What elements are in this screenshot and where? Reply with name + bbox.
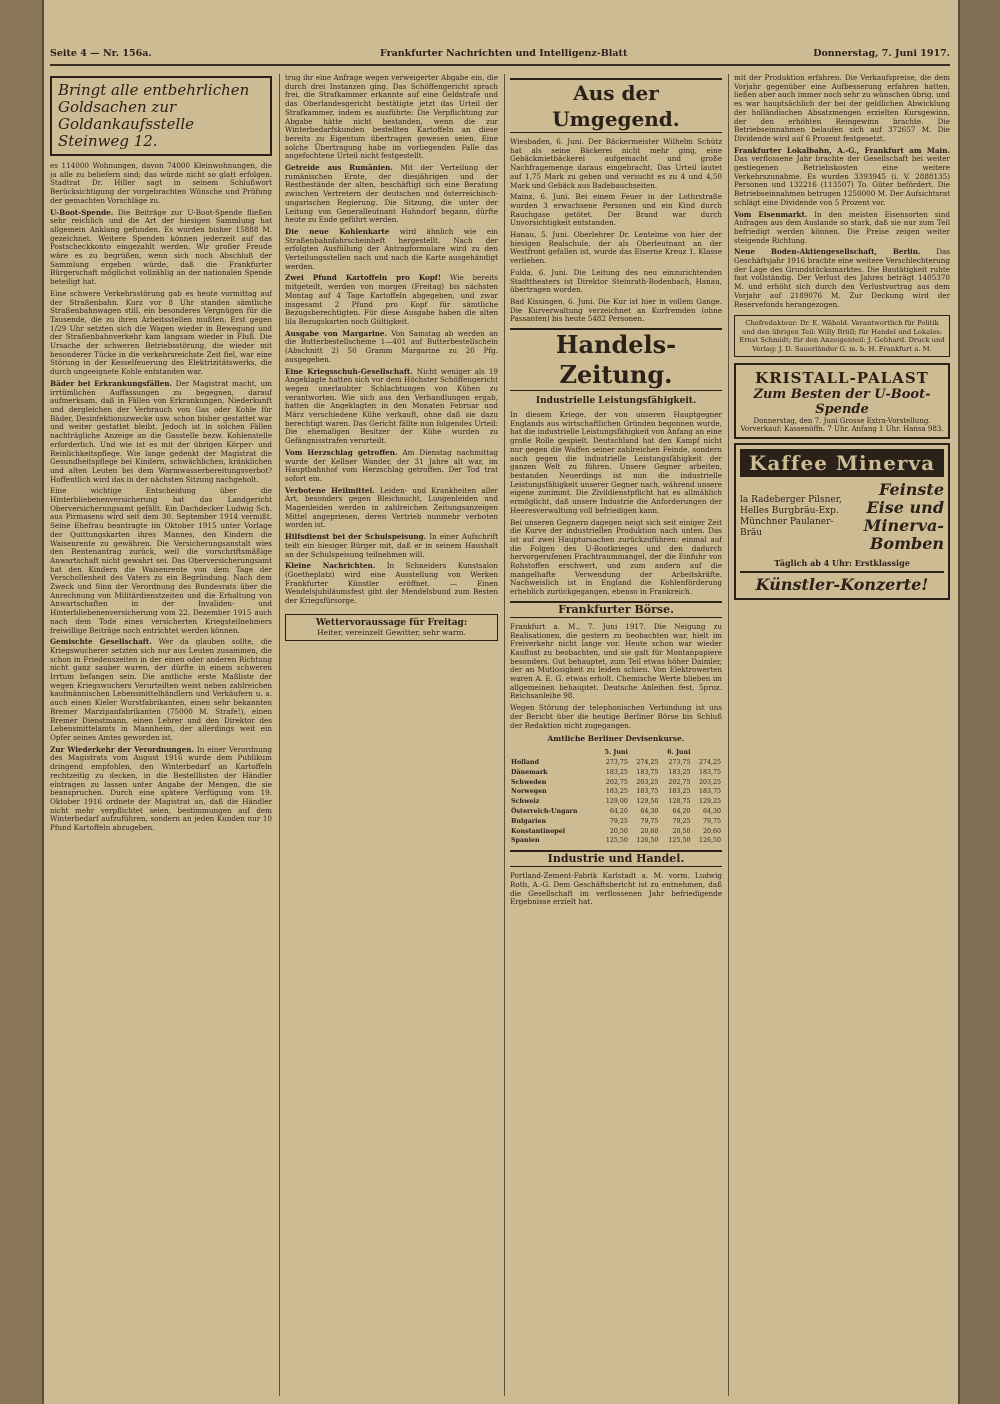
article [50,380,272,484]
table-row [510,787,722,797]
article-text: In einer Verordnung des Magistrats vom August 1916 wurde dem Publikum dringend empfohlen, den Winterbedarf an Kartoffeln rechtzeitig zu decken, in die Bestelllisten der Händler eintragen zu lassen unter Angabe der Mengen, die sie beanspruchen. Durch eine spätere Verfügung vom 19. Oktober 1916 ordnete der Magistrat an, daß die Händler nicht mehr verpflichtet seien, bestimmungen auf dem Winterbedarf aufzuführen, sondern an jeden Kunden nur 10 Pfund Kartoffeln abzugeben. [50,744,272,833]
table-header [691,748,722,758]
table-row [510,797,722,807]
article [734,147,950,208]
article-kicker: Zur Wiederkehr der Verordnungen. [50,744,194,754]
currency-name: Schweden [511,778,547,786]
article-text: Bei unseren Gegnern dagegen neigt sich seit einiger Zeit die Kurve der industriellen Produktion nach unten. Das ist auf zwei Hauptursachen zurückzuführen: einmal auf die Folgen des U-Bootkrieges und den dadurch hervorgerufenen Frachtraummangel, der die Einfuhr von Rohstoffen erschwert, und zum andern auf die mangelhafte Verwendung der Arbeitskräfte. Nachweislich ist in England die Kohlenförderung erheblich zurückgegangen, ebenso in Frankreich. [510,517,722,597]
rate-value: 129,25 [698,798,721,806]
article-text: In den meisten Eisensorten sind Anfragen aus dem Auslande so stark, daß sie nur zum Teil befriedigt werden können. Die Preise zeigen weiter steigende Richtung. [734,209,950,245]
column-rule [504,74,505,1396]
rate-value: 203,25 [636,778,659,786]
currency-name: Schweiz [511,798,540,806]
article-text: In diesem Kriege, der von unseren Hauptgegner Englands aus wirtschaftlichen Gründen begonnen wurde, hat die industrielle Leistungsfähigkeit von Anfang an eine große Rolle gespielt. Deutschland hat den Kampf nicht nur gegen die Waffen seiner zahlreichen Feinde, sondern auch gegen die industrielle Leistungsfähigkeit der ganzen Welt zu führen. Unsere Gegner arbeiten, bestanden Neuerdings ist nun die industrielle Leistungsfähigkeit unserer Gegner nach, während unsere eigene zunimmt. Die Zivildienstpflicht hat es allmählich ermöglicht, daß unsere Industrie die Anforderungen der Heeresverwaltung voll befriedigen kann. [510,410,722,515]
column-rule [279,74,280,1396]
article-text: Hanau, 5. Juni. Oberlehrer Dr. Lentelme von hier der hiesigen Realschule, der als Oberleutnant an der Westfront gefallen ist, wurde das Eiserne Kreuz 1. Klasse verliehen. [510,230,722,266]
article-text: Am Dienstag nachmittag wurde der Kellner Wander, der 31 Jahre alt war, im Hauptbahnhof vom Herzschlag getroffen. Der Tod trat sofort ein. [285,447,498,483]
article-text: Von Samstag ab werden an die Butterbestellscheine 1—401 auf Butterbestellschein (Abschnitt 2) 50 Gramm Margarine zu 20 Pfg. ausgegeben. [285,328,498,364]
article-kicker: Vom Herzschlag getroffen. [285,447,398,457]
ad-text: Täglich ab 4 Uhr: Erstklassige [774,558,910,569]
article [50,209,272,287]
table-header [629,748,660,758]
rate-value: 20,50 [672,827,691,835]
rate-value: 183,25 [605,788,628,796]
rate-value: 129,50 [636,798,659,806]
article-kicker: Vom Eisenmarkt. [734,209,808,219]
article [50,746,272,833]
rate-value: 202,75 [668,778,691,786]
kristall-palast-ad [734,363,950,439]
table-header: 6. Juni [667,749,691,757]
rate-value: 183,75 [698,768,721,776]
article-text: Fulda, 6. Juni. Die Leitung des neu einzurichtenden Stadttheaters ist Direktor Steinrath-Bodenbach, Hanau, übertragen worden. [510,267,722,295]
rate-value: 64,20 [609,808,628,816]
article-kicker: Ausgabe von Margarine. [285,328,388,338]
rate-value: 183,75 [636,788,659,796]
column-4 [734,74,950,1396]
article-kicker: Bäder bei Erkrankungsfällen. [50,378,173,388]
currency-name: Bulgarien [511,817,547,825]
rate-value: 183,25 [668,788,691,796]
masthead: Frankfurter Nachrichten und Intelligenz-Blatt [380,48,628,59]
rate-value: 126,50 [698,837,721,845]
rate-value: 126,50 [636,837,659,845]
currency-name: Norwegen [511,788,547,796]
article-kicker: Eine Kriegsschuh-Gesellschaft. [285,366,413,376]
article [285,487,498,531]
article-text: wird ähnlich wie ein Straßenbahnfahrscheinheft hergestellt. Nach der erfolgten Ausfüllung der Antragformulare wird zu den Verteilungsstellen nach und nach die Karte ausgehändigt werden. [285,226,498,271]
rate-value: 64,30 [640,808,659,816]
page-sheet [50,46,950,1396]
article-text: Bad Kissingen, 6. Juni. Die Kur ist hier in vollem Gange. Die Kurverwaltung verzeichnet an Kurfremden (ohne Passanten) bis heute 5482 Personen. [510,296,722,324]
article-kicker: U-Boot-Spende. [50,207,114,217]
column-rule [728,74,729,1396]
rate-value: 125,50 [668,837,691,845]
table-row [510,836,722,846]
header-rule [50,64,950,66]
rate-value: 79,25 [609,817,628,825]
rate-value: 128,75 [668,798,691,806]
weather-text: Heiter, vereinzelt Gewitter, sehr warm. [317,627,466,637]
article-text: In Schneiders Kunstsalon (Goetheplatz) wird eine Ausstellung von Werken Frankfurter Künstler eröffnet. — Einen Wendelsjubiläumsfest gibt der Mendelsbund zum Besten der Kriegsfürsorge. [285,561,498,606]
section-title-region: Aus der Umgegend. [510,78,722,133]
article-text: Wegen Störung der telephonischen Verbindung ist uns der Bericht über die heutige Berliner Börse bis Schluß der Redaktion nicht zugegangen. [510,703,722,730]
weather-forecast [285,614,498,641]
table-row [510,778,722,788]
ad-text: Vorverkauf: Kassenöffn. 7 Uhr. Anfang 1 Uhr. Hansa 983. [740,425,944,434]
article-text: Portland-Zement-Fabrik Karlstadt a. M. vorm. Ludwig Roth, A.-G. Dem Geschäftsbericht ist zu entnehmen, daß die Gesellschaft im verflossenen Jahr befriedigende Ergebnisse erzielt hat. [510,871,722,907]
article-text: Die Beiträge zur U-Boot-Spende fließen sehr reichlich und die Art der hiesigen Sammlung hat allgemein Anklang gefunden. Es wurden bisher 15888 M. gezeichnet. Weitere Spenden können jederzeit auf das Postscheckkonto eingezahlt werden. Wir großer Freude wäre es zu begrüßen, wenn sich noch Abschluß der Sammlung ergeben würde, daß die Frankfurter Bürgerschaft möglichst vollzählig an der nationalen Spende beteiligt hat. [50,207,272,287]
table-header [510,748,597,758]
column-3 [510,74,722,1396]
section-title-industry: Industrie und Handel. [510,850,722,867]
table-row [510,758,722,768]
article [734,211,950,246]
article-text: Der Magistrat macht, um irrtümlichen Auffassungen zu begegnen, darauf aufmerksam, daß in Fällen von Erkrankungen, Niederkunft und dergleichen der Verbrauch von Gas oder Kohle für Bäder, Desinfektionszwecke usw. schon bisher gestattet war und weiter gestattet bleibt. Jedoch ist in solchen Fällen nachträgliche Anzeige an die Gasstelle bezw. Kohlenstelle erforderlich. Und wie ist es mit der übrigen Körper- und Reinlichkeitspflege. Wie lange gedenkt der Magistrat die Gesundheitspflege bei Kindern, schwächlichen, kränklichen und alten Leuten bei dem Warmwasserbereitungsverbot? Hoffentlich wird das in der nächsten Sitzung nachgeholt. [50,378,272,484]
rate-value: 20,50 [609,827,628,835]
article-text: Das Geschäftsjahr 1916 brachte eine weitere Verschlechterung der Lage des Grundstücksmarktes. Die Bautätigkeit ruhte fast vollständig. Der Verlust des Jahres beträgt 1405370 M. und erhöht sich durch den Verlustvortrag aus dem Vorjahr auf 2189076 M. Zur Deckung wird der Reservefonds herangezogen. [734,247,950,309]
table-row [510,768,722,778]
article-text: Das verflossene Jahr brachte der Gesellschaft bei weiter gestiegenen Betriebskosten eine weitere Verkehrszunahme. Es wurden 3393945 (i. V. 2888135) Personen und 132216 (113507) To. Güter befördert. Die Betriebseinnahmen betrugen 1250000 M. Der Aufsichtsrat schlägt eine Dividende von 5 Prozent vor. [734,154,950,207]
article-kicker: Neue Boden-Aktiengesellschaft, Berlin. [734,247,921,257]
article [285,228,498,272]
ad-text: la Radeberger Pilsner, Helles Burgbräu-Exp. Münchner Paulaner-Bräu [740,495,842,539]
article-text: Wiesbaden, 6. Juni. Der Bäckermeister Wilhelm Schütz hat als seine Bäckerei nicht mehr ging, eine Gebäckmietbäckerei aufgemacht und große Nachfragemenge daraus eingebracht. Das Urteil lautet auf 1,75 Mark zu geben und versucht es zu 4 und 4,50 Mark und Gebäck aus Badebauchseiten. [510,137,722,190]
ad-text: Feinste Eise und Minerva-Bomben [863,480,944,554]
rate-value: 64,20 [672,808,691,816]
article-text: trug ihr eine Anfrage wegen verweigerter Abgabe ein, die durch drei Instanzen ging. Das Schöffengericht sprach frei, die Strafkammer erkannte auf eine Geldstrafe und das Oberlandesgericht bestätigte jetzt das Urteil der Strafkammer, indem es ausführte: Die Verpflichtung zur Abgabe hätte nicht bestanden, wenn die zur Winterbedarfskunden bestellten Kartoffeln an diese bereits zu Eigentum übertragen gewesen seien. Eine solche Übertragung habe im vorliegenden Falle das angefochtene Urteil nicht festgestellt. [285,74,498,161]
article-kicker: Gemischte Gesellschaft. [50,637,152,647]
article-text: Eine schwere Verkehrsstörung gab es heute vormittag auf der Straßenbahn. Kurz vor 8 Uhr standen sämtliche Straßenbahnwagen still, ein besonderes Vergnügen für die Tausende, die zu ihren Arbeitsstellen mußten. Erst gegen 1/29 Uhr setzten sich die Wagen wieder in Bewegung und der Straßenbahnverkehr kam langsam wieder in Fluß. Die Ursache der schweren Betriebsstörung, die wieder mit besonderer Tücke in die verkehrsreichste Zeit fiel, war eine Störung in der Kesselfeuerung des Elektrizitätswerks, die durch ungeeignete Kohle entstanden war. [50,288,272,377]
rate-value: 273,75 [605,759,628,767]
rate-value: 20,60 [702,827,721,835]
section-title-exchange: Frankfurter Börse. [510,601,722,618]
article [285,562,498,606]
article [285,533,498,559]
rate-value: 183,75 [636,768,659,776]
article-text: Wer da glauben sollte, die Kriegswucherer setzten sich nur aus Leuten zusammen, die schon in Friedenszeiten in der einen oder anderen Richtung nicht ganz sauber waren, der dürfte in einem schweren Irrtum befangen sein. Die amtliche erste Maßliste der wegen Kriegswuchers Verurteilten weist neben zahlreichen kaufmännischen Lebensmittelhändlern und Verkäufern u. a. auch einen Kieler Wurstfabrikanten, einen sehr bekannten Bremer Marzipanfabrikanten (75000 M. Strafe!), einen Bremer Dienstmann, einen Lehrer und den Direktor des Lebensmittelamts in Mannheim, der allerdings weit ein Opfer seines Amtes geworden ist. [50,637,272,742]
ad-title: Kaffee Minerva [740,449,944,477]
article-kicker: Frankfurter Lokalbahn, A.-G., Frankfurt am Main. [734,145,950,155]
left-page-edge [0,0,44,1404]
table-row [510,807,722,817]
rate-value: 20,60 [640,827,659,835]
rate-value: 183,25 [605,768,628,776]
article [734,248,950,309]
rate-value: 79,75 [702,817,721,825]
rate-value: 274,25 [698,759,721,767]
currency-name: Holland [511,759,539,767]
table-row [510,827,722,837]
article-kicker: Verbotene Heilmittel. [285,485,375,495]
article-kicker: Die neue Kohlenkarte [285,226,390,236]
issue-date: Donnerstag, 7. Juni 1917. [813,48,950,59]
article [50,638,272,742]
imprint: Chefredakteur: Dr. E. Wähold. Verantwortlich für Politik und den übrigen Teil: Willy Brüll; für Handel und Lokales: Ernst Schmidt; für den Anzeigenteil: J. Gebhard. Druck und Verlag: J. D. Sauerländer G. m. b. H. Frankfurt a. M. [734,315,950,357]
ad-text: Donnerstag, den 7. Juni Grosse Extra-Vorstellung. [753,417,931,426]
article [285,164,498,225]
table-header-row [510,748,722,758]
ad-body [740,481,944,553]
article [285,368,498,446]
article-title: Industrielle Leistungsfähigkeit. [535,396,697,407]
article-text: es 114000 Wohnungen, davon 74000 Kleinwohnungen, die ja alle zu beliefern sind; das würde nicht so glatt erfolgen. Stadtrat Dr. Hiller sagt in seinem Schlußwort Berücksichtigung der vorgebrachten Wünsche und Prüfung der gemachten Vorschläge zu. [50,161,272,205]
article-kicker: Kleine Nachrichten. [285,561,376,571]
gold-ad: Bringt alle entbehrlichen Goldsachen zur Goldankaufsstelle Steinweg 12. [50,76,272,156]
article-text: mit der Produktion erfahren. Die Verkaufspreise, die dem Vorjahr gegenüber eine Aufbesserung erfahren hatten, ließen aber auch immer noch sehr zu wünschen übrig, und es war hauptsächlich der bei der geldlichen Abwicklung der holländischen Absatzmengen erzielten Kursgewinn, der den erhöhten Reingewinn brachte. Die Betriebseinnahmen belaufen sich auf 372657 M. Die Dividende wird auf 6 Prozent festgesetzt. [734,74,950,143]
rate-value: 274,25 [636,759,659,767]
article-text: Eine wichtige Entscheidung über die Hinterbliebenenversicherung hat das Landgericht Oberversicherungsamt gefällt. Ein Dachdecker Ludwig Sch. aus Pirmasens wird seit dem 30. September 1914 vermißt. Seine Ehefrau beantragte im Oktober 1915 unter Vorlage der Quittungskarten ihres Mannes, den Kindern die Waisenrente zu gewähren. Die Versicherungsanstalt wies den Rentenantrag zurück, weil die vorschriftsmäßige Anwartschaft nicht gewahrt sei. Das Oberversicherungsamt hat den Kindern die Waisenrente von dem Tage der Verschollenheit des Vaters zu ein Begründung. Nach dem Zweck und Sinn der Verordnung des Bundesrats über die Anrechnung von Militärdienstzeiten und die Erhaltung von Anwartschaften in der Invaliden- und Hinterbliebenenversicherung vom 22. Dezember 1915 auch nach dem Tode eines versicherten Kriegsteilnehmers freiwillige Beiträge noch entrichtet werden können. [50,486,272,635]
rate-value: 273,75 [668,759,691,767]
rate-value: 183,25 [668,768,691,776]
rate-value: 79,75 [640,817,659,825]
article-kicker: Zwei Pfund Kartoffeln pro Kopf! [285,273,442,283]
article-text: Nicht weniger als 19 Angeklagte hatten sich vor dem Höchster Schöffengericht wegen unerlaubter Schlachtungen von Kühen zu verantworten. Wie sich aus den Verhandlungen ergab, hatten die Angeklagten in den Monaten Februar und März verschiedene Kühe verkauft, ohne daß sie dazu berechtigt waren. Das Gericht fällte nun folgendes Urteil: Die ehemaligen Besitzer der Kühe wurden zu Gefängnisstrafen verurteilt. [285,366,498,446]
page-number: Seite 4 — Nr. 156a. [50,48,152,59]
ad-title: KRISTALL-PALAST [755,369,929,388]
rate-value: 183,75 [698,788,721,796]
article-text: Frankfurt a. M., 7. Juni 1917. Die Neigung zu Realisationen, die gestern zu beobachten war, hielt im Freiverkehr nicht lange vor. Heute schon war wieder Kauflust zu beobachten, und sie galt für Montanpapiere besonders. Gut behauptet, zum Teil etwas höher Daimler, der an Mutlosigkeit zu leiden schien. Von Elektrowerten waren A. E. G. etwas erholt. Chemische Werte blieben im allgemeinen behauptet. Deutsche Anleihen fest, 5proz. Reichsanleihe 98. [510,621,722,701]
rate-value: 203,25 [698,778,721,786]
article-text: Mainz, 6. Juni. Bei einem Feuer in der Lothrstraße wurden 3 erwachsene Personen und ein Kind durch Rauchgase getötet. Der Brand war durch Unvorsichtigkeit entstanden. [510,192,722,228]
article-kicker: Hilfsdienst bei der Schulspeisung. [285,532,427,542]
ad-text: Künstler-Konzerte! [740,571,944,594]
column-2 [285,74,498,1396]
column-1 [50,74,272,1396]
rates-title: Amtliche Berliner Devisenkurse. [547,734,685,744]
section-title-commerce: Handels-Zeitung. [510,328,722,391]
table-row [510,817,722,827]
kaffee-minerva-ad [734,443,950,600]
rate-value: 202,75 [605,778,628,786]
right-page-edge [958,0,1000,1404]
currency-name: Österreich-Ungarn [511,808,578,816]
weather-title: Wettervoraussage für Freitag: [315,617,468,628]
rate-value: 79,25 [672,817,691,825]
article [285,330,498,365]
article-text: Wie bereits mitgeteilt, werden von morgen (Freitag) bis nächsten Montag auf 4 Tage Kartoffeln abgegeben, und zwar insgesamt 2 Pfund pro Kopf für sämtliche Bezugsberechtigten. Für diese Ausgabe haben die alten lila Bezugskarten noch Gültigkeit. [285,273,498,326]
article [285,274,498,326]
article-text: Leiden- und Krankheiten aller Art, besonders gegen Bleichsucht, Lungenleiden und Magenleiden werden in zahlreichen Zeitungsanzeigen Mittel angepriesen, deren Vertrieb nunmehr verboten worden ist. [285,485,498,530]
currency-name: Spanien [511,837,540,845]
article-kicker: Getreide aus Rumänien. [285,163,393,173]
rate-value: 125,50 [605,837,628,845]
exchange-rates-table [510,748,722,846]
currency-name: Konstantinopel [511,827,566,835]
ad-subtitle: Zum Besten der U-Boot-Spende [753,387,931,418]
rate-value: 64,30 [702,808,721,816]
article-text: Mit der Verteilung der rumänischen Ernte, der diesjährigen und der Restbestände der alten, beschäftigt sich eine Beratung zwischen Vertretern der deutschen und österreichisch-ungarischen Regierung. Die Sitzung, die unter der Leitung von Generalleutnant Hahndorf begann, dürfte heute zu Ende geführt werden. [285,163,498,225]
currency-name: Dänemark [511,768,548,776]
article-text: In einer Aufschrift teilt ein hiesiger Bürger mit, daß er in seinem Haushalt an der Schulspeisung teilnehmen will. [285,532,498,559]
article [285,449,498,484]
table-header: 5. Juni [604,749,628,757]
rate-value: 129,00 [605,798,628,806]
